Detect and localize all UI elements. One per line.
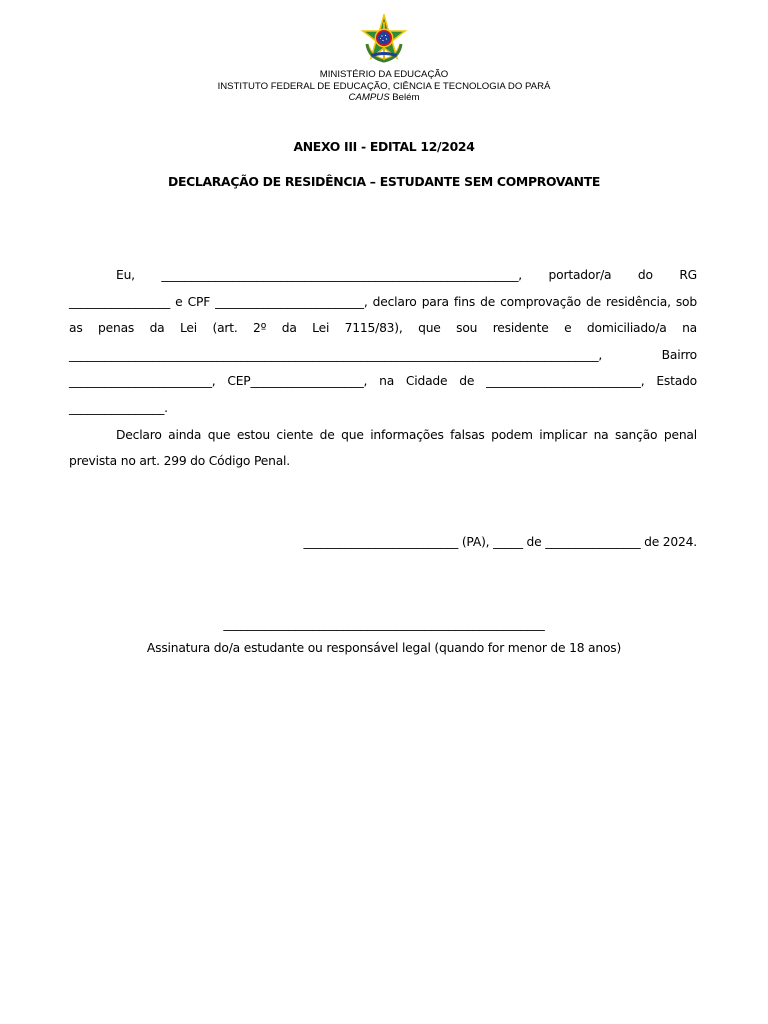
campus-name: Belém — [389, 92, 420, 103]
header-institute: INSTITUTO FEDERAL DE EDUCAÇÃO, CIÊNCIA E TECNOLOGIA DO PARÁ — [217, 81, 551, 92]
signature-caption: Assinatura do/a estudante ou responsável legal (quando for menor de 18 anos) — [146, 641, 622, 655]
declaration-paragraph-1: Eu, ____________________________________________________________, portador/a do RG _________________ e CPF _________________________, declaro para fins de comprovação de residência, sob as penas da Lei (art. 2º da Lei 7115/83), que sou residente e domiciliado/a na _________________________________________________________________________________________, Bairro ________________________, CEP___________________, na Cidade de __________________________, Estado ________________. — [69, 268, 697, 415]
header-ministry: MINISTÉRIO DA EDUCAÇÃO — [319, 69, 449, 80]
brazil-coat-of-arms-icon — [359, 14, 409, 64]
date-line: __________________________ (PA), _____ de ________________ de 2024. — [303, 535, 697, 549]
signature-line: ______________________________________________________ — [223, 617, 545, 631]
campus-label: CAMPUS — [348, 92, 390, 103]
annex-title: ANEXO III - EDITAL 12/2024 — [293, 139, 475, 154]
declaration-paragraph-2: Declaro ainda que estou ciente de que informações falsas podem implicar na sanção penal prevista no art. 299 do Código Penal. — [69, 427, 697, 469]
declaration-body — [69, 262, 697, 475]
header-campus — [0, 92, 768, 103]
declaration-heading: DECLARAÇÃO DE RESIDÊNCIA – ESTUDANTE SEM COMPROVANTE — [167, 174, 601, 189]
